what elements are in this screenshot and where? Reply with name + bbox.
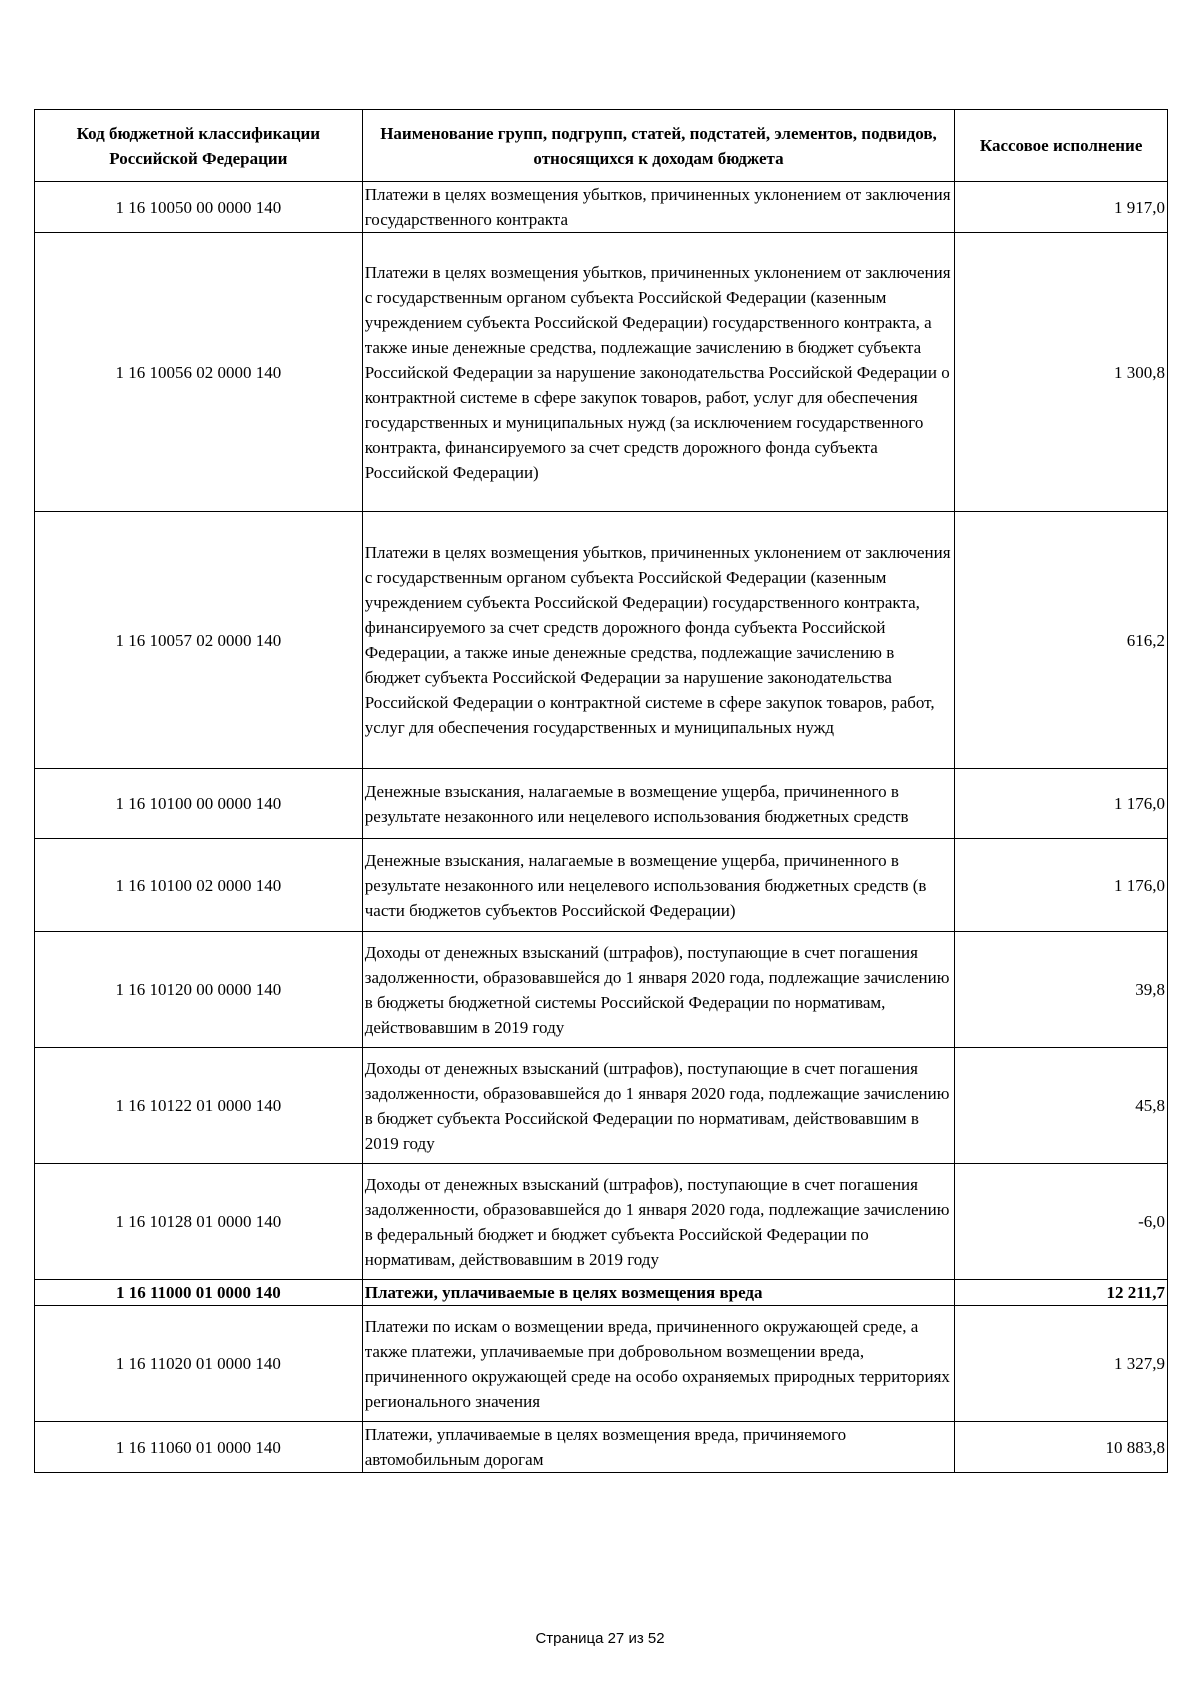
row-code: 1 16 11000 01 0000 140 <box>35 1280 363 1306</box>
table-row <box>35 1164 1168 1280</box>
table-row <box>35 932 1168 1048</box>
row-amount: 1 300,8 <box>955 233 1168 512</box>
page-number: Страница 27 из 52 <box>535 1630 665 1647</box>
row-amount: 1 176,0 <box>955 839 1168 932</box>
row-name: Платежи, уплачиваемые в целях возмещения вреда, причиняемого автомобильным дорогам <box>362 1422 955 1473</box>
header-code: Код бюджетной классификации Российской Федерации <box>35 110 363 182</box>
table-row <box>35 769 1168 839</box>
table-header-row <box>35 110 1168 182</box>
row-amount: 12 211,7 <box>955 1280 1168 1306</box>
row-amount: 616,2 <box>955 512 1168 769</box>
row-name: Доходы от денежных взысканий (штрафов), поступающие в счет погашения задолженности, образовавшейся до 1 января 2020 года, подлежащие зачислению в федеральный бюджет и бюджет субъекта Российской Федерации по нормативам, действовавшим в 2019 году <box>362 1164 955 1280</box>
row-code: 1 16 10122 01 0000 140 <box>35 1048 363 1164</box>
row-code: 1 16 10100 00 0000 140 <box>35 769 363 839</box>
table-row <box>35 1048 1168 1164</box>
revenue-table <box>34 109 1168 1473</box>
row-code: 1 16 10100 02 0000 140 <box>35 839 363 932</box>
header-name: Наименование групп, подгрупп, статей, подстатей, элементов, подвидов, относящихся к доходам бюджета <box>362 110 955 182</box>
table-row <box>35 1422 1168 1473</box>
row-amount: 10 883,8 <box>955 1422 1168 1473</box>
row-name: Доходы от денежных взысканий (штрафов), поступающие в счет погашения задолженности, образовавшейся до 1 января 2020 года, подлежащие зачислению в бюджет субъекта Российской Федерации по нормативам, действовавшим в 2019 году <box>362 1048 955 1164</box>
table-row <box>35 839 1168 932</box>
header-amount: Кассовое исполнение <box>955 110 1168 182</box>
row-amount: 39,8 <box>955 932 1168 1048</box>
row-name: Денежные взыскания, налагаемые в возмещение ущерба, причиненного в результате незаконного или нецелевого использования бюджетных средств <box>362 769 955 839</box>
row-amount: 45,8 <box>955 1048 1168 1164</box>
row-amount: 1 917,0 <box>955 182 1168 233</box>
row-code: 1 16 10056 02 0000 140 <box>35 233 363 512</box>
row-code: 1 16 10057 02 0000 140 <box>35 512 363 769</box>
row-name: Денежные взыскания, налагаемые в возмещение ущерба, причиненного в результате незаконного или нецелевого использования бюджетных средств (в части бюджетов субъектов Российской Федерации) <box>362 839 955 932</box>
row-code: 1 16 10120 00 0000 140 <box>35 932 363 1048</box>
row-name: Платежи в целях возмещения убытков, причиненных уклонением от заключения с государственным органом субъекта Российской Федерации (казенным учреждением субъекта Российской Федерации) государственного контракта, финансируемого за счет средств дорожного фонда субъекта Российской Федерации, а также иные денежные средства, подлежащие зачислению в бюджет субъекта Российской Федерации за нарушение законодательства Российской Федерации о контрактной системе в сфере закупок товаров, работ, услуг для обеспечения государственных и муниципальных нужд <box>362 512 955 769</box>
row-name: Платежи в целях возмещения убытков, причиненных уклонением от заключения государственного контракта <box>362 182 955 233</box>
table-row <box>35 233 1168 512</box>
table-row-total <box>35 1280 1168 1306</box>
row-name: Платежи по искам о возмещении вреда, причиненного окружающей среде, а также платежи, уплачиваемые при добровольном возмещении вреда, причиненного окружающей среде на особо охраняемых природных территориях регионального значения <box>362 1306 955 1422</box>
table-row <box>35 182 1168 233</box>
row-amount: -6,0 <box>955 1164 1168 1280</box>
row-code: 1 16 11020 01 0000 140 <box>35 1306 363 1422</box>
row-amount: 1 327,9 <box>955 1306 1168 1422</box>
table-row <box>35 512 1168 769</box>
row-code: 1 16 11060 01 0000 140 <box>35 1422 363 1473</box>
row-name: Платежи, уплачиваемые в целях возмещения вреда <box>362 1280 955 1306</box>
row-code: 1 16 10050 00 0000 140 <box>35 182 363 233</box>
row-name: Платежи в целях возмещения убытков, причиненных уклонением от заключения с государственным органом субъекта Российской Федерации (казенным учреждением субъекта Российской Федерации) государственного контракта, а также иные денежные средства, подлежащие зачислению в бюджет субъекта Российской Федерации за нарушение законодательства Российской Федерации о контрактной системе в сфере закупок товаров, работ, услуг для обеспечения государственных и муниципальных нужд (за исключением государственного контракта, финансируемого за счет средств дорожного фонда субъекта Российской Федерации) <box>362 233 955 512</box>
row-code: 1 16 10128 01 0000 140 <box>35 1164 363 1280</box>
row-name: Доходы от денежных взысканий (штрафов), поступающие в счет погашения задолженности, образовавшейся до 1 января 2020 года, подлежащие зачислению в бюджеты бюджетной системы Российской Федерации по нормативам, действовавшим в 2019 году <box>362 932 955 1048</box>
table-row <box>35 1306 1168 1422</box>
row-amount: 1 176,0 <box>955 769 1168 839</box>
